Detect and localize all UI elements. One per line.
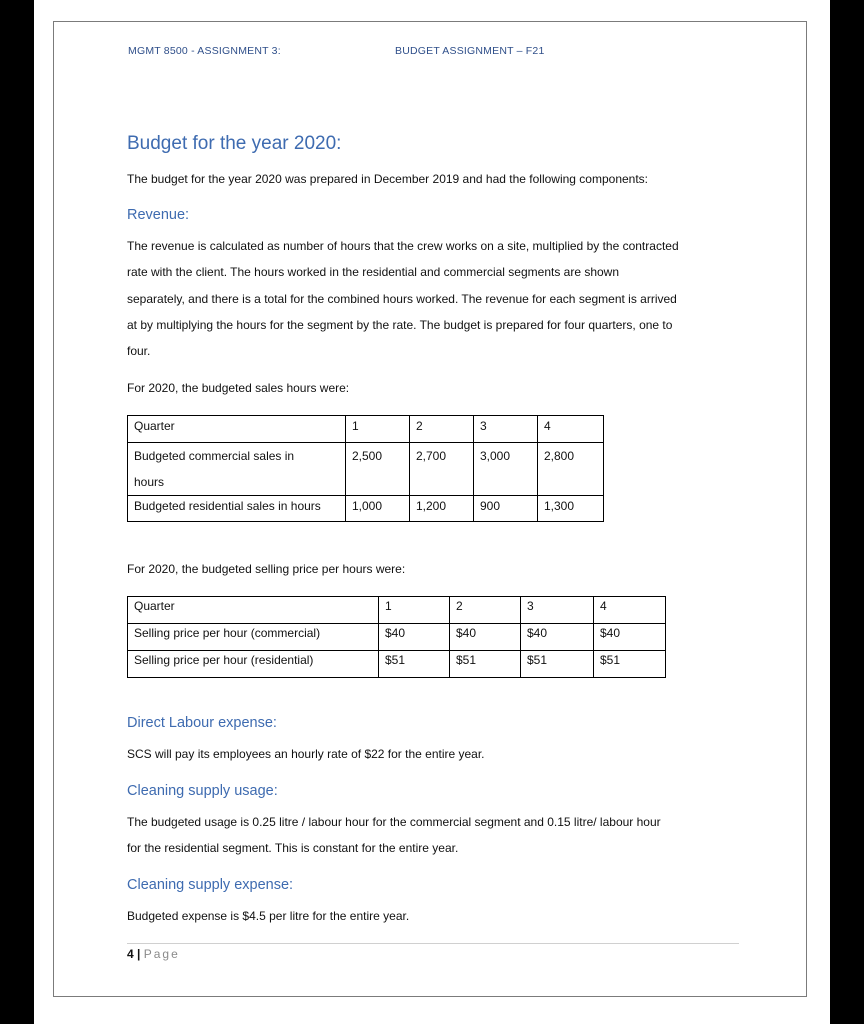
footer-rule: [127, 943, 739, 944]
table-cell: 2,800: [538, 442, 604, 495]
table-cell: $40: [594, 624, 666, 651]
supply-usage-line: The budgeted usage is 0.25 litre / labour hour for the commercial segment and 0.15 litre/ labour hour: [127, 815, 661, 829]
table-cell: $51: [450, 651, 521, 678]
table-cell: 1,000: [346, 495, 410, 522]
selling-price-intro: For 2020, the budgeted selling price per hours were:: [127, 562, 406, 576]
revenue-paragraph: [127, 233, 679, 364]
table-cell: $40: [379, 624, 450, 651]
supply-usage-line: for the residential segment. This is constant for the entire year.: [127, 841, 459, 856]
header-right: BUDGET ASSIGNMENT – F21: [395, 45, 545, 57]
table-cell: 2,500: [346, 442, 410, 495]
table-cell: Selling price per hour (commercial): [128, 624, 379, 651]
table-cell: 1,300: [538, 495, 604, 522]
page-word: Page: [143, 947, 180, 961]
table-cell: $51: [594, 651, 666, 678]
table-cell: Quarter: [128, 416, 346, 443]
row-label-line: hours: [134, 474, 165, 489]
table-cell: 2: [450, 597, 521, 624]
table-cell: [128, 442, 346, 495]
table-cell: Selling price per hour (residential): [128, 651, 379, 678]
table-cell: 1: [346, 416, 410, 443]
footer-separator: |: [137, 947, 141, 961]
table-cell: $51: [521, 651, 594, 678]
table-cell: 4: [594, 597, 666, 624]
table-cell: Quarter: [128, 597, 379, 624]
table-row: [128, 624, 666, 651]
supply-expense-text: Budgeted expense is $4.5 per litre for the entire year.: [127, 909, 410, 923]
revenue-line: separately, and there is a total for the combined hours worked. The revenue for each segment is arrived: [127, 291, 677, 306]
table-cell: 900: [474, 495, 538, 522]
sales-hours-intro: For 2020, the budgeted sales hours were:: [127, 381, 350, 395]
table-cell: 3,000: [474, 442, 538, 495]
sales-hours-table: [127, 415, 604, 522]
page-title: Budget for the year 2020:: [127, 133, 342, 154]
revenue-line: The revenue is calculated as number of hours that the crew works on a site, multiplied by the contracted: [127, 239, 679, 253]
revenue-line: rate with the client. The hours worked in the residential and commercial segments are shown: [127, 265, 620, 280]
revenue-heading: Revenue:: [127, 207, 190, 223]
intro-text: The budget for the year 2020 was prepared in December 2019 and had the following components:: [127, 172, 649, 186]
table-cell: 1: [379, 597, 450, 624]
row-label-line: Budgeted commercial sales in: [134, 448, 295, 463]
page-number: 4: [127, 947, 134, 961]
direct-labour-text: SCS will pay its employees an hourly rate of $22 for the entire year.: [127, 747, 485, 761]
table-cell: $40: [450, 624, 521, 651]
header-left: MGMT 8500 - ASSIGNMENT 3:: [128, 45, 281, 57]
table-row: [128, 597, 666, 624]
table-cell: Budgeted residential sales in hours: [128, 495, 346, 522]
table-cell: $40: [521, 624, 594, 651]
table-cell: $51: [379, 651, 450, 678]
table-cell: 2: [410, 416, 474, 443]
selling-price-table: [127, 596, 666, 678]
table-cell: 1,200: [410, 495, 474, 522]
table-row: [128, 651, 666, 678]
table-cell: 3: [474, 416, 538, 443]
page-footer: [127, 947, 180, 961]
table-cell: 4: [538, 416, 604, 443]
revenue-line: at by multiplying the hours for the segment by the rate. The budget is prepared for four quarters, one to: [127, 317, 673, 332]
table-row: [128, 442, 604, 495]
table-row: [128, 416, 604, 443]
supply-expense-heading: Cleaning supply expense:: [127, 877, 294, 893]
supply-usage-heading: Cleaning supply usage:: [127, 783, 278, 799]
table-row: [128, 495, 604, 522]
table-cell: 2,700: [410, 442, 474, 495]
direct-labour-heading: Direct Labour expense:: [127, 715, 277, 731]
table-cell: 3: [521, 597, 594, 624]
revenue-line: four.: [127, 344, 151, 359]
supply-usage-paragraph: [127, 809, 661, 862]
